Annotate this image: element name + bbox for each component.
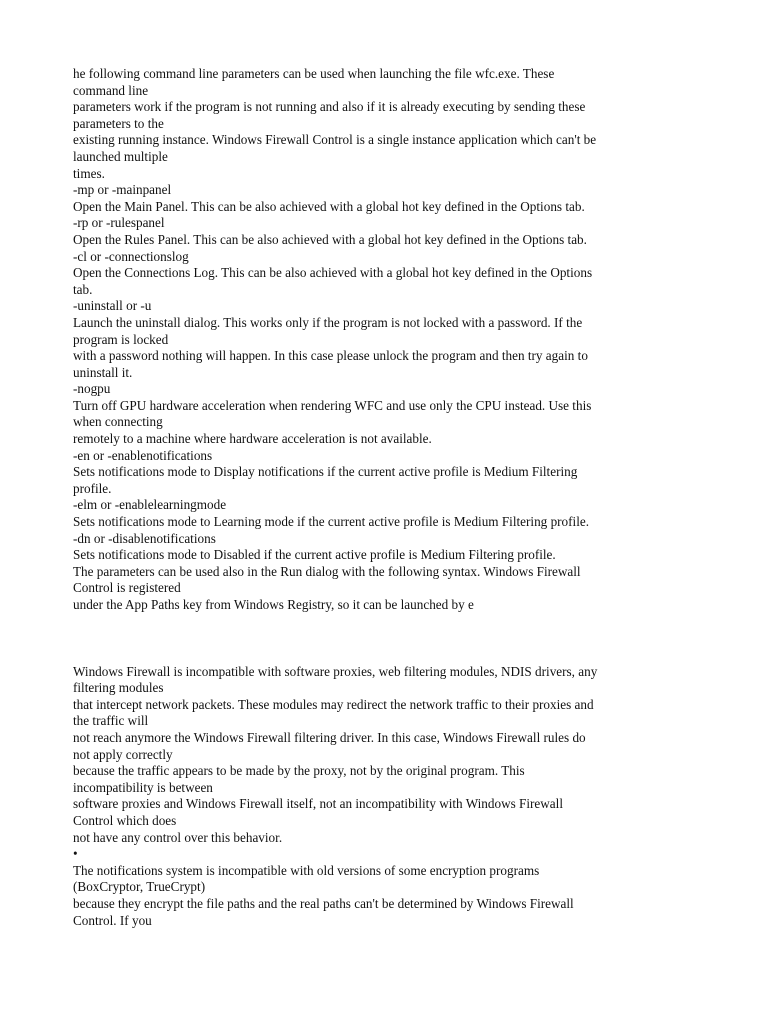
text-line: the traffic will — [73, 713, 149, 729]
text-line: Control is registered — [73, 580, 181, 596]
text-line: parameters to the — [73, 115, 164, 131]
text-line: uninstall it. — [73, 364, 133, 380]
text-line: times. — [73, 165, 105, 181]
text-line: The notifications system is incompatible with old versions of some encryption programs — [73, 862, 540, 878]
text-line: Turn off GPU hardware acceleration when rendering WFC and use only the CPU instead. Use this — [73, 397, 592, 413]
text-line: -dn or -disablenotifications — [73, 530, 216, 546]
text-line: he following command line parameters can be used when launching the file wfc.exe. These — [73, 66, 555, 81]
text-line: under the App Paths key from Windows Registry, so it can be launched by e — [73, 597, 474, 612]
text-line: Launch the uninstall dialog. This works only if the program is not locked with a password. If the — [73, 314, 583, 330]
text-line: Sets notifications mode to Learning mode if the current active profile is Medium Filtering profile. — [73, 514, 590, 530]
text-line: program is locked — [73, 331, 169, 347]
text-line: Control. If you — [73, 912, 152, 928]
text-line: that intercept network packets. These modules may redirect the network traffic to their proxies and — [73, 696, 594, 712]
section-gap — [73, 614, 693, 664]
text-line: existing running instance. Windows Firewall Control is a single instance application which can't be — [73, 132, 597, 148]
text-line: filtering modules — [73, 680, 164, 696]
text-line: Control which does — [73, 812, 177, 828]
text-line: Sets notifications mode to Display notifications if the current active profile is Medium Filtering — [73, 464, 578, 480]
text-line: with a password nothing will happen. In this case please unlock the program and then try again to — [73, 348, 588, 364]
bullet-marker: • — [73, 846, 78, 862]
text-line: (BoxCryptor, TrueCrypt) — [73, 879, 206, 895]
text-line: software proxies and Windows Firewall itself, not an incompatibility with Windows Firewall — [73, 796, 563, 812]
text-line: because they encrypt the file paths and the real paths can't be determined by Windows Firewall — [73, 895, 574, 911]
text-line: -cl or -connectionslog — [73, 248, 189, 264]
text-line: Open the Rules Panel. This can be also achieved with a global hot key defined in the Options tab. — [73, 231, 587, 247]
text-line: -uninstall or -u — [73, 298, 152, 314]
text-line: -en or -enablenotifications — [73, 447, 213, 463]
text-line: when connecting — [73, 414, 163, 430]
text-line: -nogpu — [73, 381, 111, 397]
text-line: because the traffic appears to be made by the proxy, not by the original program. This — [73, 763, 525, 779]
text-line: not apply correctly — [73, 746, 173, 762]
text-line: Open the Connections Log. This can be also achieved with a global hot key defined in the Options — [73, 265, 593, 281]
text-line: parameters work if the program is not running and also if it is already executing by sending these — [73, 99, 586, 115]
document-page — [73, 66, 693, 929]
text-line: incompatibility is between — [73, 779, 213, 795]
text-line: Sets notifications mode to Disabled if the current active profile is Medium Filtering profile. — [73, 547, 556, 563]
notifications-incompatibility-section — [73, 863, 693, 929]
text-line: profile. — [73, 480, 112, 496]
text-line: not reach anymore the Windows Firewall filtering driver. In this case, Windows Firewall rules do — [73, 729, 586, 745]
incompatibility-section — [73, 664, 693, 847]
text-line: -rp or -rulespanel — [73, 215, 165, 231]
text-line: Windows Firewall is incompatible with software proxies, web filtering modules, NDIS drivers, any — [73, 663, 598, 679]
text-line: -elm or -enablelearningmode — [73, 497, 227, 513]
text-line: The parameters can be used also in the Run dialog with the following syntax. Windows Firewall — [73, 563, 581, 579]
text-line: not have any control over this behavior. — [73, 829, 283, 845]
text-line: tab. — [73, 281, 93, 297]
text-line: launched multiple — [73, 148, 168, 164]
command-line-parameters-section — [73, 66, 693, 614]
text-line: remotely to a machine where hardware acceleration is not available. — [73, 431, 432, 447]
text-line: Open the Main Panel. This can be also achieved with a global hot key defined in the Options tab. — [73, 198, 585, 214]
text-line: -mp or -mainpanel — [73, 182, 172, 198]
text-line: command line — [73, 82, 149, 98]
